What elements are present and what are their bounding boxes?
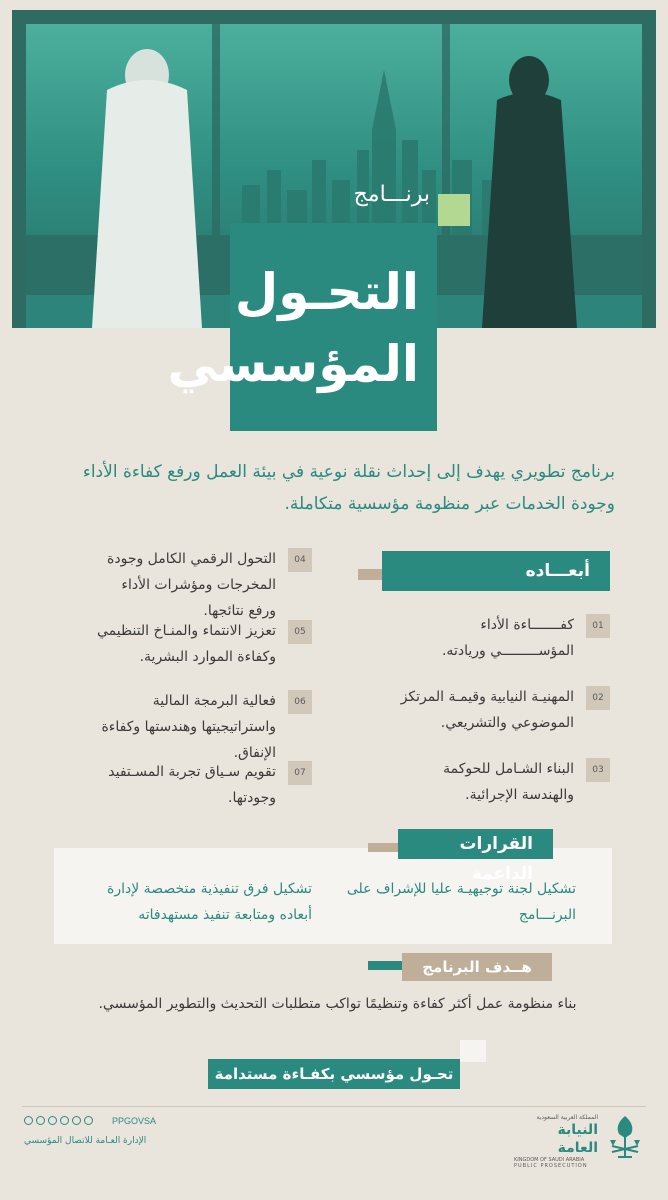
- goal-heading: هــدف البرنامج: [402, 953, 552, 981]
- item-number: 06: [288, 690, 312, 714]
- logo-name-ar: النيابة العامة: [557, 1122, 598, 1156]
- title-box: [167, 223, 437, 431]
- logo: [514, 1112, 644, 1168]
- item-text: المهنيـة النيابية وقيمـة المرتكز الموضوعي والتشريعي.: [400, 689, 574, 731]
- item-number: 04: [288, 548, 312, 572]
- snapchat-icon[interactable]: [72, 1116, 81, 1125]
- item-text: فعالية البرمجة المالية واستراتيجيتها وهندستها وكفاءة الإنفاق.: [101, 693, 276, 761]
- item-text: تقويم سـياق تجربة المسـتفيد وجودتها.: [108, 764, 276, 806]
- dimension-item: [380, 756, 610, 816]
- title-line-2: المؤسسي: [167, 335, 419, 393]
- logo-country-en: KINGDOM OF SAUDI ARABIA: [514, 1157, 585, 1163]
- item-number: 07: [288, 761, 312, 785]
- dimensions-heading: أبعـــاده: [382, 551, 610, 591]
- dimension-item: [90, 688, 312, 761]
- instagram-icon[interactable]: [48, 1116, 57, 1125]
- item-text: تعزيز الانتماء والمنـاخ التنظيمي وكفاءة الموارد البشرية.: [97, 623, 276, 665]
- slogan-banner: تحـول مؤسسي بكفـاءة مستدامة: [208, 1059, 460, 1089]
- program-kicker: برنـــامج: [353, 182, 430, 207]
- dimension-item: [380, 684, 610, 744]
- dimension-item: [380, 612, 610, 672]
- item-number: 03: [586, 758, 610, 782]
- youtube-icon[interactable]: [60, 1116, 69, 1125]
- facebook-icon[interactable]: [84, 1116, 93, 1125]
- item-number: 01: [586, 614, 610, 638]
- decision-item: تشكيل فرق تنفيذية متخصصة لإدارة أبعاده ومتابعة تنفيذ مستهدفاته: [107, 881, 312, 923]
- item-text: التحول الرقمي الكامل وجودة المخرجات ومؤشرات الأداء ورفع نتائجها.: [107, 551, 276, 619]
- dimension-item: [90, 546, 312, 619]
- item-number: 05: [288, 620, 312, 644]
- logo-text: [514, 1114, 598, 1169]
- item-text: كفـــــــاءة الأداء المؤســـــــــي وريادته.: [441, 617, 574, 659]
- logo-country-ar: المملكة العربية السعودية: [536, 1114, 598, 1121]
- goal-text: بناء منظومة عمل أكثر كفاءة وتنظيمًا تواكب متطلبات التحديث والتطوير المؤسسي.: [98, 996, 577, 1012]
- item-number: 02: [586, 686, 610, 710]
- item-text: البناء الشـامل للحوكمة والهندسة الإجرائية.: [443, 761, 574, 803]
- footer-social: [24, 1116, 224, 1146]
- title-line-1: التحـول: [234, 263, 419, 321]
- emblem-icon: [606, 1112, 644, 1162]
- x-icon[interactable]: [36, 1116, 45, 1125]
- slogan-accent: [460, 1040, 486, 1062]
- social-handle[interactable]: PPGOVSA: [112, 1116, 157, 1126]
- logo-name-en: PUBLIC PROSECUTION: [514, 1163, 588, 1169]
- intro-paragraph: برنامج تطويري يهدف إلى إحداث نقلة نوعية في بيئة العمل ورفع كفاءة الأداء وجودة الخدمات عبر منظومة مؤسسية متكاملة.: [82, 462, 615, 514]
- man-figure: [92, 49, 202, 328]
- dimension-item: [90, 618, 312, 678]
- department-name: الإدارة العـامة للاتصال المؤسسي: [24, 1136, 147, 1146]
- web-icon[interactable]: [24, 1116, 33, 1125]
- decision-item: تشكيل لجنة توجيهيـة عليا للإشراف على البرنـــامج: [346, 881, 576, 923]
- accent-square: [438, 194, 470, 226]
- footer-divider: [22, 1106, 646, 1107]
- dimension-item: [90, 759, 312, 819]
- decisions-heading: القرارات الداعمة: [398, 829, 553, 859]
